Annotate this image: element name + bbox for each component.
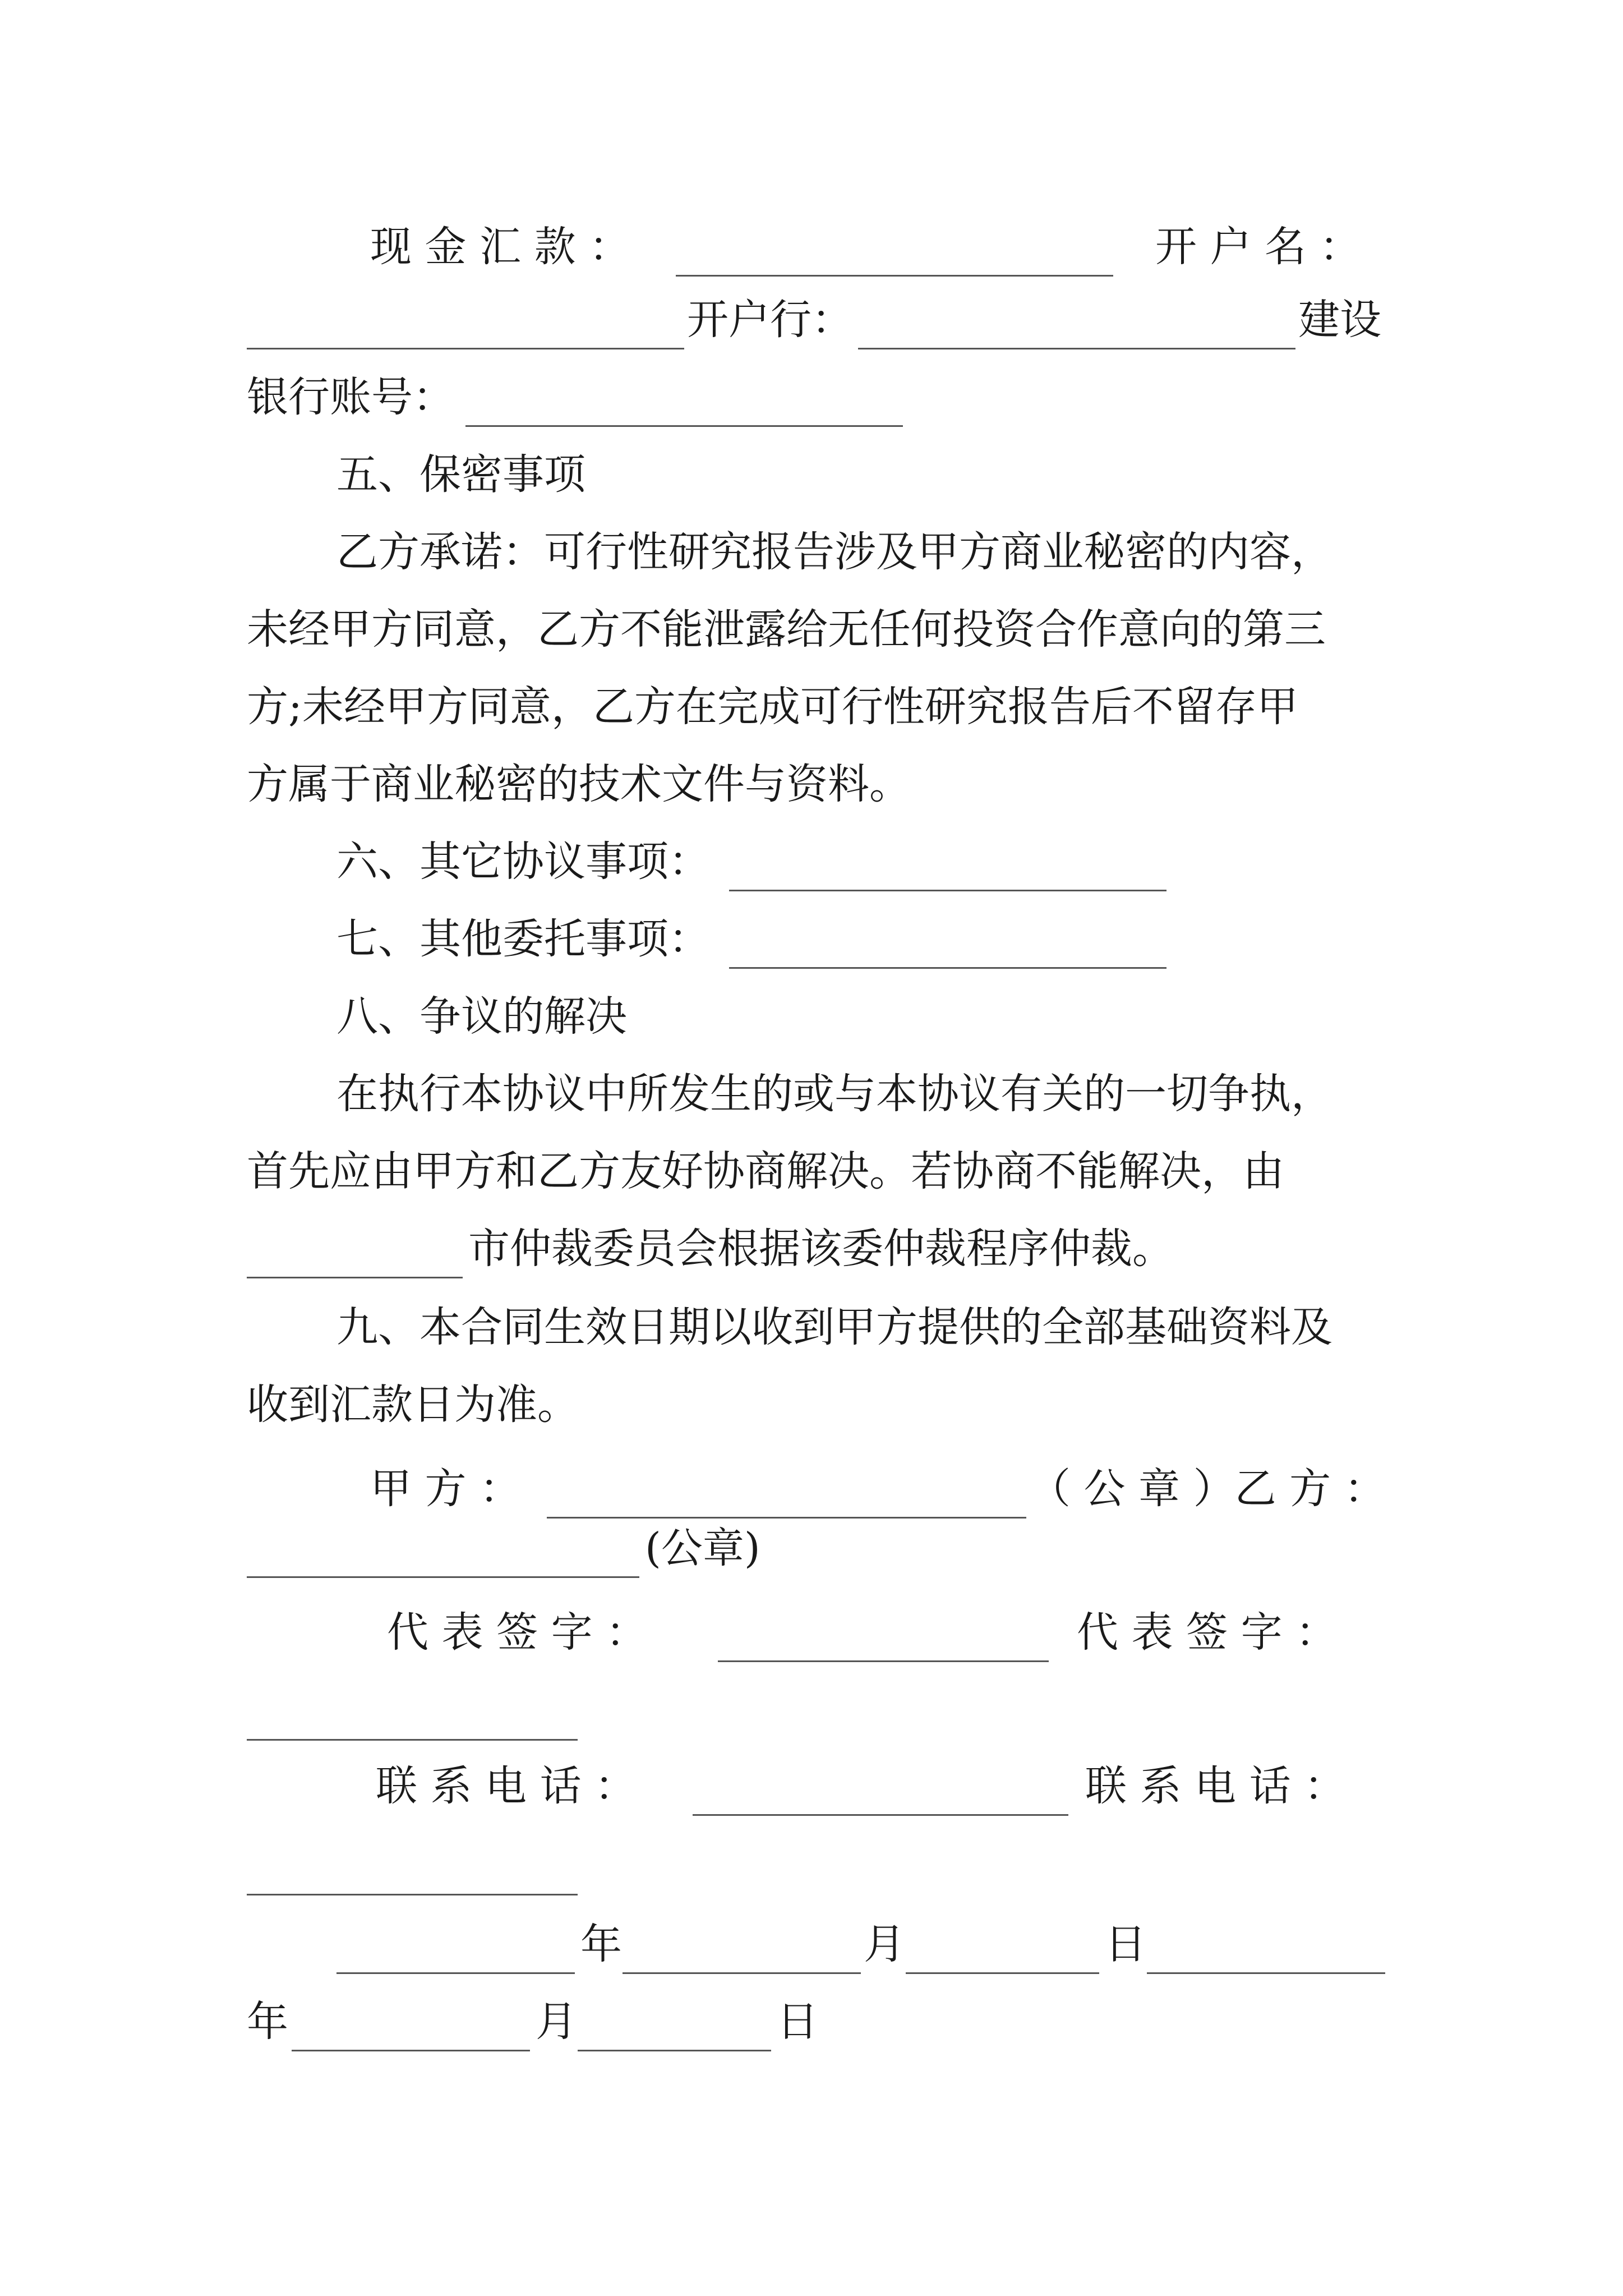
section5-title: 五、保密事项: [336, 450, 585, 499]
account-name-blank[interactable]: [247, 314, 684, 349]
arbitration-city-blank[interactable]: [247, 1243, 463, 1278]
party-b-blank[interactable]: [247, 1543, 639, 1578]
date-day-blank-a[interactable]: [906, 1939, 1099, 1974]
bank-account-blank[interactable]: [465, 392, 903, 427]
phone-label-a: 联 系 电 话 ：: [376, 1762, 637, 1810]
phone-blank-b[interactable]: [247, 1860, 578, 1895]
day-label-b: 日: [777, 1998, 818, 2046]
section5-text-3: 方;未经甲方同意，乙方在完成可行性研究报告后不留存甲: [247, 683, 1298, 731]
section8-text-2: 首先应由甲方和乙方友好协商解决。若协商不能解决，由: [247, 1147, 1284, 1195]
section7-blank[interactable]: [729, 933, 1166, 969]
seal-party-b-label: （ 公 章 ）乙 方 ：: [1029, 1465, 1386, 1513]
rep-sign-label-b: 代 表 签 字 ：: [1077, 1608, 1338, 1657]
section5-text-4: 方属于商业秘密的技术文件与资料。: [247, 760, 911, 808]
date-month-blank-b[interactable]: [292, 2016, 530, 2051]
section7-title: 七、其他委托事项：: [336, 915, 710, 963]
date-day-blank-b[interactable]: [578, 2016, 771, 2051]
party-a-blank[interactable]: [547, 1483, 1026, 1519]
bank-account-label: 银行账号：: [247, 373, 454, 421]
day-label-a: 日: [1105, 1920, 1146, 1968]
section6-blank[interactable]: [729, 856, 1166, 891]
bank-blank[interactable]: [858, 314, 1295, 349]
section9-text-1: 九、本合同生效日期以收到甲方提供的全部基础资料及: [336, 1303, 1332, 1351]
construction-prefix: 建设: [1298, 296, 1381, 344]
cash-remit-label: 现 金 汇 款 ：: [370, 223, 631, 271]
section9-text-2: 收到汇款日为准。: [247, 1381, 579, 1429]
cash-remit-blank[interactable]: [676, 241, 1113, 277]
month-label-b: 月: [536, 1998, 577, 2046]
rep-sign-blank-a[interactable]: [718, 1627, 1049, 1662]
rep-sign-label-a: 代 表 签 字 ：: [387, 1608, 648, 1657]
rep-sign-blank-b[interactable]: [247, 1705, 578, 1741]
date-year-blank-b[interactable]: [1147, 1939, 1385, 1974]
party-a-label: 甲 方 ：: [370, 1465, 522, 1513]
phone-label-b: 联 系 电 话 ：: [1085, 1762, 1346, 1810]
section8-text-3: 市仲裁委员会根据该委仲裁程序仲裁。: [468, 1225, 1174, 1273]
section5-text-1: 乙方承诺：可行性研究报告涉及甲方商业秘密的内容，: [336, 528, 1332, 576]
seal-label: (公章): [645, 1524, 760, 1572]
section6-title: 六、其它协议事项：: [336, 838, 710, 886]
section5-text-2: 未经甲方同意，乙方不能泄露给无任何投资合作意向的第三: [247, 605, 1326, 654]
section8-title: 八、争议的解决: [336, 992, 627, 1041]
section8-text-1: 在执行本协议中所发生的或与本协议有关的一切争执，: [336, 1070, 1332, 1118]
bank-label: 开户行：: [687, 296, 853, 344]
month-label-a: 月: [864, 1920, 905, 1968]
account-name-label: 开 户 名 ：: [1155, 223, 1361, 271]
date-month-blank-a[interactable]: [623, 1939, 861, 1974]
year-label-a: 年: [580, 1920, 622, 1968]
date-year-blank-a[interactable]: [336, 1939, 575, 1974]
phone-blank-a[interactable]: [693, 1780, 1068, 1816]
year-label-b: 年: [247, 1998, 288, 2046]
